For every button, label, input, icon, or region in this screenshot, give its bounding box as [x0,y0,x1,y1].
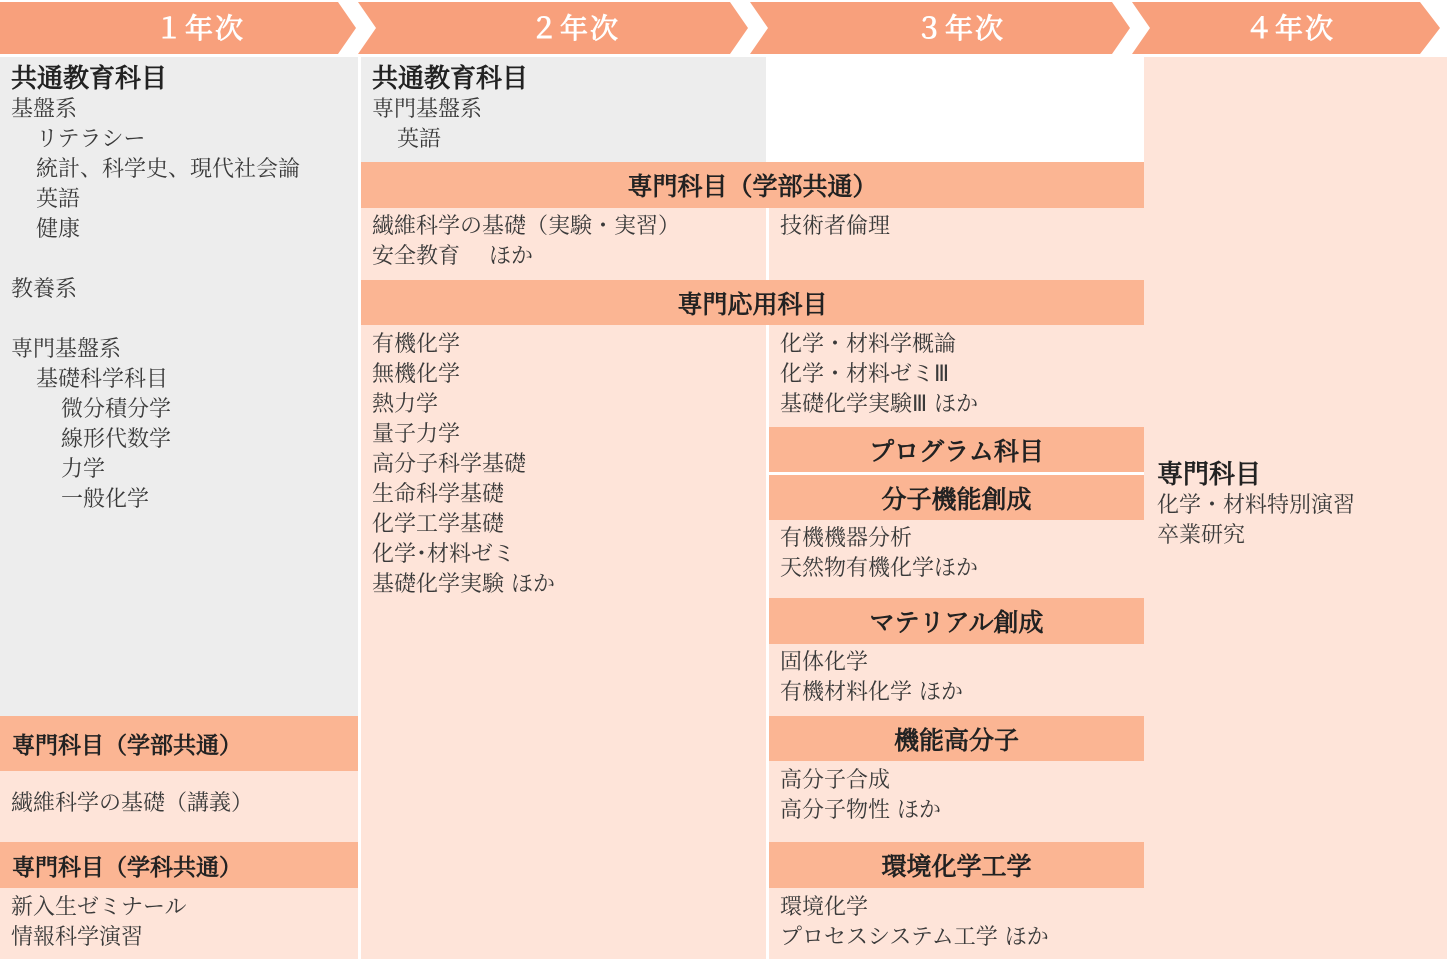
list-item: 熱力学 [372,392,439,417]
program-environment-header: 環境化学工学 [769,842,1144,888]
year-2-label: ２年次 [529,12,620,45]
program-material-body [769,644,1144,716]
list-item: 化学・材料ゼミⅢ [780,362,950,387]
list-item: 高分子合成 [780,768,891,793]
list-item: 有機化学 [372,332,461,357]
program-molecular-header: 分子機能創成 [769,475,1144,520]
applied-band: 専門応用科目 [361,280,1144,325]
list-item: 微分積分学 [61,397,172,422]
program-molecular-body [769,520,1144,598]
year-1-dept-common-header: 専門科目（学科共通） [0,842,358,888]
list-item: 繊維科学の基礎（講義） [11,791,254,816]
list-item: 卒業研究 [1157,523,1246,548]
list-item: 量子力学 [372,422,461,447]
year-2-heading: 共通教育科目 [372,64,529,94]
list-item: 化学・材料学概論 [780,332,957,357]
program-environment-body [769,888,1144,959]
list-item: 英語 [36,187,81,212]
faculty-common-band: 専門科目（学部共通） [361,162,1144,208]
list-item: プロセスシステム工学 ほか [780,925,1049,950]
list-item: 情報科学演習 [11,925,144,950]
list-item: 高分子物性 ほか [780,798,941,823]
year-4-column [1144,57,1447,959]
list-item: 新入生ゼミナール [11,895,187,920]
year-1-common-education [0,57,358,716]
list-item: 繊維科学の基礎（実験・実習） [372,214,681,239]
list-item: 力学 [61,457,106,482]
list-item: 健康 [36,217,81,242]
year-4-label: ４年次 [1244,12,1335,45]
list-item: 有機材料化学 ほか [780,680,963,705]
list-item: 有機機器分析 [780,526,913,551]
year-2-faculty-common-body [361,208,766,280]
list-item: 英語 [397,127,442,152]
list-item: リテラシー [36,127,146,152]
year-1-heading: 共通教育科目 [11,64,168,94]
list-item: 化学・材料特別演習 [1157,493,1356,518]
year-3-label: ３年次 [914,12,1005,45]
list-item: 基礎化学実験 ほか [372,572,555,597]
program-material-header: マテリアル創成 [769,598,1144,644]
year-2-common-education [361,57,766,162]
list-item: 高分子科学基礎 [372,452,527,477]
list-item: 化学工学基礎 [372,512,505,537]
list-item: 線形代数学 [61,427,172,452]
list-item: 固体化学 [780,650,869,675]
list-item: 基礎化学実験Ⅲ ほか [780,392,979,417]
list-item: 無機化学 [372,362,461,387]
list-item: 生命科学基礎 [372,482,505,507]
list-item: 専門基盤系 [372,97,483,122]
year-1-faculty-common-body [0,771,358,842]
year-3-faculty-common-body [769,208,1144,280]
list-item: 環境化学 [780,895,869,920]
year-1-dept-common-body [0,888,358,959]
list-item: 基盤系 [11,97,78,122]
year-3-applied-body [769,325,1144,427]
list-item: 天然物有機化学ほか [780,556,979,581]
program-courses-header: プログラム科目 [769,427,1144,472]
list-item: 安全教育 ほか [372,244,533,269]
list-item: 教養系 [11,277,78,302]
list-item: 統計、科学史、現代社会論 [36,157,301,182]
program-polymer-header: 機能高分子 [769,716,1144,761]
year-1-faculty-common-header: 専門科目（学部共通） [0,716,358,771]
program-polymer-body [769,761,1144,842]
year-2-applied-body [361,325,766,959]
year-4-heading: 専門科目 [1157,460,1262,490]
year-1-label: １年次 [154,12,245,45]
list-item: 技術者倫理 [780,214,891,239]
list-item: 化学･材料ゼミ [372,542,516,567]
list-item: 基礎科学科目 [36,367,169,392]
list-item: 一般化学 [61,487,150,512]
list-item: 専門基盤系 [11,337,122,362]
